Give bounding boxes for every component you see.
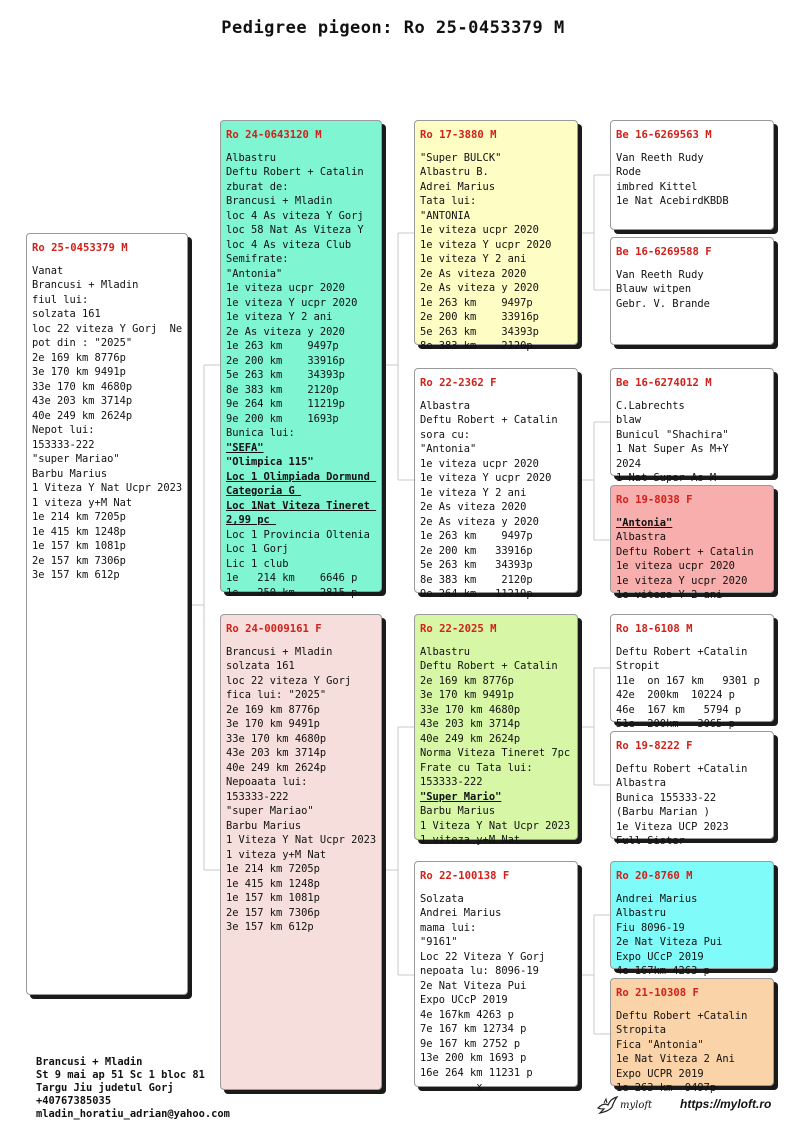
detail-line: Albastra	[616, 777, 667, 789]
detail-line: Solzata	[420, 892, 464, 905]
detail-line: Albastra	[616, 531, 667, 543]
card-dam-sire	[414, 614, 578, 846]
card-details	[420, 151, 572, 354]
ring-number: Ro 22-2025 M	[420, 623, 497, 635]
detail-line: 9e 264 km 11219p	[226, 398, 345, 410]
detail-line: Semifrate:	[226, 253, 289, 265]
detail-line: 1 viteza y+M Nat	[226, 848, 327, 861]
card-sire-dam-sire	[610, 368, 774, 484]
detail-line: Van Reeth Rudy	[616, 268, 704, 281]
detail-line: Van Reeth Rudy	[616, 151, 704, 164]
ring-number: Ro 18-6108 M	[616, 623, 693, 635]
detail-line: 3e 157 km 612p	[226, 921, 314, 933]
detail-line: 1 Viteza Y Nat Ucpr 2023	[226, 834, 377, 846]
detail-line: 2e 200 km 33916p	[226, 354, 345, 367]
detail-line: Brancusi + Mladin	[226, 195, 333, 207]
detail-line: Loc 22 Viteza Y Gorj	[420, 950, 546, 963]
detail-line: 2e As viteza y 2020	[420, 515, 539, 528]
detail-line: 1e viteza Y ucpr 2020	[226, 296, 358, 309]
detail-line: 1 viteza y+M Nat	[420, 834, 521, 846]
card-details	[32, 264, 182, 583]
detail-line: 33e 170 km 4680p	[420, 703, 521, 716]
detail-line: 1e 214 km 6646 p	[226, 572, 358, 584]
detail-line: 2e 200 km 33916p	[420, 311, 539, 323]
ring-number: Ro 24-0643120 M	[226, 129, 322, 141]
detail-line: Deftu Robert + Catalin	[420, 414, 558, 426]
connector-dam	[382, 727, 414, 975]
detail-line: 2e 200 km 33916p	[420, 544, 533, 557]
detail-line: 1 Viteza Y Nat Ucpr 2023	[420, 819, 571, 832]
detail-line: 9e 167 km 2752 p	[420, 1037, 521, 1050]
breeder-contact	[36, 1056, 230, 1121]
detail-line: 4e 167km 4263 p	[420, 1008, 514, 1021]
detail-line: 2e As viteza y 2020	[420, 282, 539, 294]
card-dam-dam-dam	[610, 978, 774, 1094]
detail-line: 1e viteza ucpr 2020	[420, 457, 539, 470]
detail-line: C.Labrechts	[616, 399, 685, 412]
detail-line: 2024	[616, 457, 642, 470]
detail-line: Rode	[616, 166, 642, 178]
detail-line: Fiu 8096-19	[616, 921, 685, 934]
detail-line: 1e 263 km 9497p	[616, 1082, 717, 1094]
detail-line: Bunica lui:	[226, 427, 295, 439]
detail-line: 1e 214 km 7205p	[226, 863, 320, 875]
detail-line: 1e 157 km 1081p	[32, 540, 126, 552]
detail-line: Barbu Marius	[32, 467, 108, 480]
detail-line: "super Mariao"	[32, 453, 120, 465]
card-sire-sire-dam	[610, 237, 774, 345]
detail-line: 1e viteza Y ucpr 2020	[420, 472, 552, 484]
detail-line: 5e 263 km 34393p	[420, 325, 539, 338]
ring-number: Ro 20-8760 M	[616, 870, 693, 882]
card-details	[616, 399, 768, 486]
detail-line: "9161"	[420, 936, 458, 948]
detail-line: 1e Nat Viteza 2 Ani	[616, 1053, 735, 1065]
card-details	[616, 516, 768, 603]
detail-line: 2e Nat Viteza Pui	[420, 979, 527, 992]
detail-line: 43e 203 km 3714p	[32, 395, 133, 407]
connector-subject	[188, 365, 220, 870]
detail-line: mama lui:	[420, 921, 477, 934]
detail-line: Deftu Robert + Catalin	[226, 166, 364, 178]
detail-line: 16e 264 km 11231 p	[420, 1066, 533, 1079]
card-details	[616, 151, 768, 209]
card-dam-dam-sire	[610, 861, 774, 977]
detail-line: loc 4 As viteza Club	[226, 238, 352, 251]
card-details	[616, 892, 768, 979]
connector-sire	[382, 233, 414, 480]
detail-line: Categoria G	[226, 485, 302, 497]
breeder-name: Brancusi + Mladin	[36, 1056, 143, 1068]
detail-line: sora cu:	[420, 428, 471, 441]
detail-line: Albastru B.	[420, 166, 489, 178]
detail-line: 40e 249 km 2624p	[32, 409, 133, 422]
card-details	[616, 762, 768, 849]
detail-line: 33e 170 km 4680p	[226, 732, 327, 745]
detail-line: 1 Nat Super As M+Y	[616, 443, 729, 455]
detail-line: Stropita	[616, 1024, 667, 1036]
detail-line: x	[420, 1081, 483, 1093]
ring-number: Ro 22-2362 F	[420, 377, 497, 389]
detail-line: 3e 157 km 612p	[32, 569, 120, 581]
detail-line: Stropit	[616, 660, 660, 672]
card-details	[226, 645, 376, 935]
detail-line: 1e viteza ucpr 2020	[420, 224, 539, 236]
detail-line: Nepoaata lui:	[226, 776, 308, 788]
detail-line: 2e 157 km 7306p	[32, 554, 126, 567]
detail-line: 8e 383 km 2120p	[226, 383, 339, 396]
breeder-phone: +40767385035	[36, 1095, 112, 1107]
detail-line: 1 Viteza Y Nat Ucpr 2023	[32, 482, 183, 494]
detail-line: Gebr. V. Brande	[616, 297, 710, 310]
card-details	[616, 268, 768, 312]
detail-line: 8e 383 km 2120p	[420, 340, 533, 352]
detail-line: loc 4 As viteza Y Gorj	[226, 209, 364, 222]
detail-line: 1e viteza Y ucpr 2020	[420, 238, 552, 251]
detail-line: 1e 415 km 1248p	[32, 525, 126, 538]
card-details	[420, 399, 572, 602]
detail-line: "Antonia"	[420, 443, 477, 455]
detail-line: "super Mariao"	[226, 805, 314, 817]
detail-line: Albastra	[420, 399, 471, 412]
detail-line: 1e Nat AcebirdKBDB	[616, 195, 729, 207]
detail-line: 43e 203 km 3714p	[420, 718, 521, 730]
detail-line: Adrei Marius	[420, 180, 496, 193]
card-details	[226, 151, 376, 601]
detail-line: Bunicul "Shachira"	[616, 428, 729, 441]
detail-line: 1e 250 km 2815 p	[226, 586, 358, 599]
detail-line: 153333-222	[226, 790, 289, 803]
breeder-email: mladin_horatiu_adrian@yahoo.com	[36, 1108, 230, 1120]
ring-number: Ro 24-0009161 F	[226, 623, 322, 635]
card-dam-sire-sire	[610, 614, 774, 730]
detail-line: 2e As viteza 2020	[420, 501, 527, 513]
card-details	[616, 1009, 768, 1096]
card-sire-dam	[414, 368, 578, 600]
detail-line: nepoata lu: 8096-19	[420, 965, 539, 977]
detail-line: 3e 170 km 9491p	[226, 718, 320, 730]
breeder-city: Targu Jiu judetul Gorj	[36, 1082, 174, 1094]
detail-line: 2e As viteza y 2020	[226, 325, 345, 338]
page-title: Pedigree pigeon: Ro 25-0453379 M	[221, 18, 565, 38]
detail-line: Tata lui:	[420, 195, 477, 207]
detail-line: 9e 264 km 11219p	[420, 588, 533, 600]
ring-number: Ro 19-8222 F	[616, 740, 693, 752]
detail-line: 2e As viteza 2020	[420, 267, 527, 280]
card-dam-sire-dam	[610, 731, 774, 847]
myloft-logo	[596, 1094, 652, 1116]
detail-line: Deftu Robert +Catalin	[616, 645, 748, 658]
detail-line: "Super BULCK"	[420, 151, 502, 164]
detail-line: Albastru	[616, 907, 667, 919]
detail-line: "Antonia"	[616, 516, 673, 529]
ring-number: Ro 22-100138 F	[420, 870, 510, 882]
detail-line: Albastru	[226, 151, 277, 164]
connector-ds	[578, 668, 610, 785]
detail-line: 43e 203 km 3714p	[226, 747, 327, 759]
detail-line: 153333-222	[32, 438, 95, 451]
ring-number: Be 16-6274012 M	[616, 377, 712, 389]
connector-ss	[578, 175, 610, 290]
detail-line: 2e Nat Viteza Pui	[616, 936, 723, 948]
detail-line: 5e 263 km 34393p	[226, 369, 345, 381]
detail-line: pot din : "2025"	[32, 337, 133, 349]
detail-line: 1e viteza ucpr 2020	[226, 282, 345, 294]
card-details	[420, 645, 572, 848]
detail-line: Deftu Robert + Catalin	[616, 545, 754, 558]
detail-line: Fica "Antonia"	[616, 1038, 704, 1051]
card-sire-sire-sire	[610, 120, 774, 230]
detail-line: 2e 169 km 8776p	[32, 351, 126, 364]
website-link[interactable]: https://myloft.ro	[680, 1097, 772, 1111]
detail-line: 1e viteza Y 2 ani	[226, 311, 333, 323]
card-details	[616, 645, 768, 732]
detail-line: blaw	[616, 414, 642, 426]
card-sire-sire	[414, 120, 578, 352]
detail-line: "Antonia"	[226, 267, 283, 280]
detail-line: Vanat	[32, 264, 64, 277]
detail-line: fiul lui:	[32, 293, 89, 306]
detail-line: 1 Nat Super As M	[616, 472, 717, 484]
detail-line: Blauw witpen	[616, 283, 692, 295]
detail-line: Full Sister	[616, 835, 685, 847]
detail-line: solzata 161	[226, 660, 295, 672]
detail-line: 153333-222	[420, 776, 483, 788]
connector-sd	[578, 422, 610, 540]
detail-line: 4e 167km 4263 p	[616, 965, 710, 977]
detail-line: 33e 170 km 4680p	[32, 380, 133, 393]
detail-line: 1 viteza y+M Nat	[32, 496, 133, 509]
detail-line: (Barbu Marian )	[616, 806, 710, 818]
detail-line: Norma Viteza Tineret 7pc	[420, 747, 571, 759]
bird-icon	[596, 1094, 618, 1116]
detail-line: Brancusi + Mladin	[32, 279, 139, 291]
detail-line: 46e 167 km 5794 p	[616, 703, 742, 716]
detail-line: Loc 1 Provincia Oltenia	[226, 528, 370, 541]
detail-line: 7e 167 km 12734 p	[420, 1023, 527, 1035]
detail-line: Barbu Marius	[420, 805, 496, 817]
detail-line: "SEFA"	[226, 441, 264, 454]
detail-line: zburat de:	[226, 180, 289, 193]
detail-line: 1e 157 km 1081p	[226, 892, 320, 904]
detail-line: 1e 263 km 9497p	[420, 296, 533, 309]
detail-line: Loc 1 Olimpiada Dormund	[226, 470, 377, 483]
connector-dd	[578, 915, 610, 1034]
ring-number: Ro 21-10308 F	[616, 987, 699, 999]
logo-text: myloft	[620, 1099, 653, 1111]
detail-line: 2e 169 km 8776p	[420, 674, 514, 687]
detail-line: Expo UCcP 2019	[616, 950, 704, 963]
detail-line: imbred Kittel	[616, 180, 698, 193]
detail-line: 1e viteza Y 2 ani	[420, 486, 527, 499]
detail-line: 1e 263 km 9497p	[420, 530, 533, 542]
detail-line: Deftu Robert +Catalin	[616, 1009, 748, 1022]
detail-line: "ANTONIA	[420, 209, 471, 222]
card-dam-dam	[414, 861, 578, 1093]
detail-line: 1e viteza Y 2 ani	[616, 589, 723, 601]
detail-line: Barbu Marius	[226, 819, 302, 832]
detail-line: 3e 170 km 9491p	[420, 689, 514, 701]
detail-line: 2,99 pc	[226, 514, 277, 526]
detail-line: Expo UCcP 2019	[420, 994, 508, 1006]
detail-line: 51e 200km 3065 p	[616, 718, 735, 730]
card-subject	[26, 233, 188, 995]
detail-line: loc 22 viteza Y Gorj	[226, 674, 352, 687]
ring-number: Ro 19-8038 F	[616, 494, 693, 506]
detail-line: Deftu Robert + Catalin	[420, 660, 558, 672]
detail-line: fica lui: "2025"	[226, 689, 327, 701]
detail-line: Frate cu Tata lui:	[420, 761, 533, 774]
card-dam	[220, 614, 382, 1090]
detail-line: 5e 263 km 34393p	[420, 559, 533, 571]
detail-line: Deftu Robert +Catalin	[616, 762, 748, 775]
detail-line: Lic 1 club	[226, 557, 289, 570]
detail-line: Bunica 155333-22	[616, 791, 717, 804]
ring-number: Be 16-6269588 F	[616, 246, 712, 258]
detail-line: 2e 157 km 7306p	[226, 906, 320, 919]
detail-line: Andrei Marius	[616, 892, 698, 905]
detail-line: 40e 249 km 2624p	[226, 761, 327, 774]
detail-line: 11e on 167 km 9301 p	[616, 674, 760, 687]
ring-number: Ro 17-3880 M	[420, 129, 497, 141]
detail-line: 1e viteza Y 2 ani	[420, 253, 527, 265]
breeder-address: St 9 mai ap 51 Sc 1 bloc 81	[36, 1069, 205, 1081]
detail-line: 2e 169 km 8776p	[226, 703, 320, 716]
detail-line: 1e Viteza UCP 2023	[616, 820, 729, 833]
detail-line: Nepot lui:	[32, 424, 95, 436]
detail-line: 9e 200 km 1693p	[226, 412, 339, 425]
detail-line: loc 22 viteza Y Gorj Ne	[32, 322, 183, 335]
detail-line: Loc 1Nat Viteza Tineret	[226, 499, 377, 512]
card-sire	[220, 120, 382, 599]
detail-line: loc 58 Nat As Viteza Y	[226, 224, 364, 236]
detail-line: 3e 170 km 9491p	[32, 366, 126, 378]
detail-line: Andrei Marius	[420, 907, 502, 919]
detail-line: 13e 200 km 1693 p	[420, 1052, 527, 1064]
detail-line: 1e 415 km 1248p	[226, 877, 320, 890]
ring-number: Be 16-6269563 M	[616, 129, 712, 141]
detail-line: Brancusi + Mladin	[226, 645, 333, 658]
detail-line: 1e viteza ucpr 2020	[616, 560, 735, 572]
detail-line: Albastru	[420, 645, 471, 658]
detail-line: solzata 161	[32, 308, 101, 320]
detail-line: Expo UCPR 2019	[616, 1067, 704, 1080]
card-details	[420, 892, 572, 1095]
card-sire-dam-dam	[610, 485, 774, 601]
detail-line: 1e 263 km 9497p	[226, 340, 339, 352]
ring-number: Ro 25-0453379 M	[32, 242, 128, 254]
detail-line: 1e viteza Y ucpr 2020	[616, 574, 748, 587]
detail-line: "Super Mario"	[420, 790, 502, 803]
detail-line: 1e 214 km 7205p	[32, 511, 126, 523]
detail-line: 8e 383 km 2120p	[420, 573, 533, 586]
detail-line: 42e 200km 10224 p	[616, 689, 735, 701]
detail-line: Loc 1 Gorj	[226, 543, 289, 555]
detail-line: "Olimpica 115"	[226, 456, 314, 468]
detail-line: 40e 249 km 2624p	[420, 732, 521, 745]
